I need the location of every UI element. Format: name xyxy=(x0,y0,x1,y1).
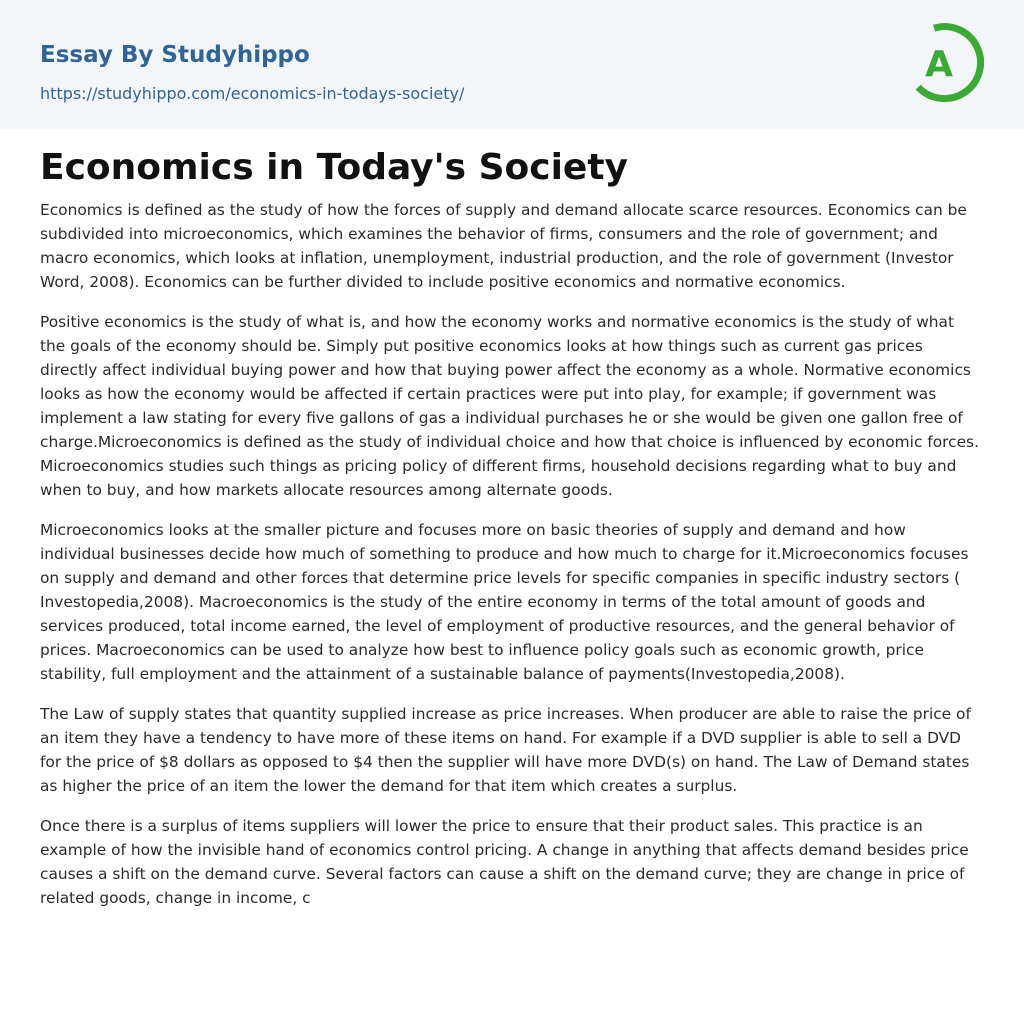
page-title: Economics in Today's Society xyxy=(40,147,629,188)
paragraph: Positive economics is the study of what is, and how the economy works and normative economics is the study of what the goals of the economy should be. Simply put positive economics looks at how things such as current gas prices directly affect individual buying power and how that buying power affect the economy as a whole. Normative economics looks as how the economy would be affected if certain practices were put into play, for example; if government was implement a law stating for every five gallons of gas a individual purchases he or she would be given one gallon free of charge.Microeconomics is defined as the study of individual choice and how that choice is influenced by economic forces. Microeconomics studies such things as pricing policy of different firms, household decisions regarding what to buy and when to buy, and how markets allocate resources among alternate goods. xyxy=(40,313,979,499)
logo-letter: A xyxy=(925,44,953,85)
essay-body xyxy=(40,144,984,926)
brand-title[interactable]: Essay By Studyhippo xyxy=(40,42,310,68)
paragraph: Microeconomics looks at the smaller picture and focuses more on basic theories of supply and demand and how individual businesses decide how much of something to produce and how much to charge for it.Microeconomics focuses on supply and demand and other forces that determine price levels for specific companies in specific industry sectors ( Investopedia,2008). Macroeconomics is the study of the entire economy in terms of the total amount of goods and services produced, total income earned, the level of employment of productive resources, and the general behavior of prices. Macroeconomics can be used to analyze how best to influence policy goals such as economic growth, price stability, full employment and the attainment of a sustainable balance of payments(Investopedia,2008). xyxy=(40,521,969,683)
paragraph: Once there is a surplus of items suppliers will lower the price to ensure that their product sales. This practice is an example of how the invisible hand of economics control pricing. A change in anything that affects demand besides price causes a shift on the demand curve. Several factors can cause a shift on the demand curve; they are change in price of related goods, change in income, c xyxy=(40,817,969,907)
studyhippo-logo[interactable] xyxy=(911,19,987,105)
paragraph: The Law of supply states that quantity supplied increase as price increases. When producer are able to raise the price of an item they have a tendency to have more of these items on hand. For example if a DVD supplier is able to sell a DVD for the price of $8 dollars as opposed to $4 then the supplier will have more DVD(s) on hand. The Law of Demand states as higher the price of an item the lower the demand for that item which creates a surplus. xyxy=(40,705,971,795)
site-header xyxy=(0,0,1024,129)
paragraph: Economics is defined as the study of how the forces of supply and demand allocate scarce resources. Economics can be subdivided into microeconomics, which examines the behavior of firms, consumers and the role of government; and macro economics, which looks at inflation, unemployment, industrial production, and the role of government (Investor Word, 2008). Economics can be further divided to include positive economics and normative economics. xyxy=(40,201,967,291)
essay-url-link[interactable]: https://studyhippo.com/economics-in-todays-society/ xyxy=(40,84,465,103)
